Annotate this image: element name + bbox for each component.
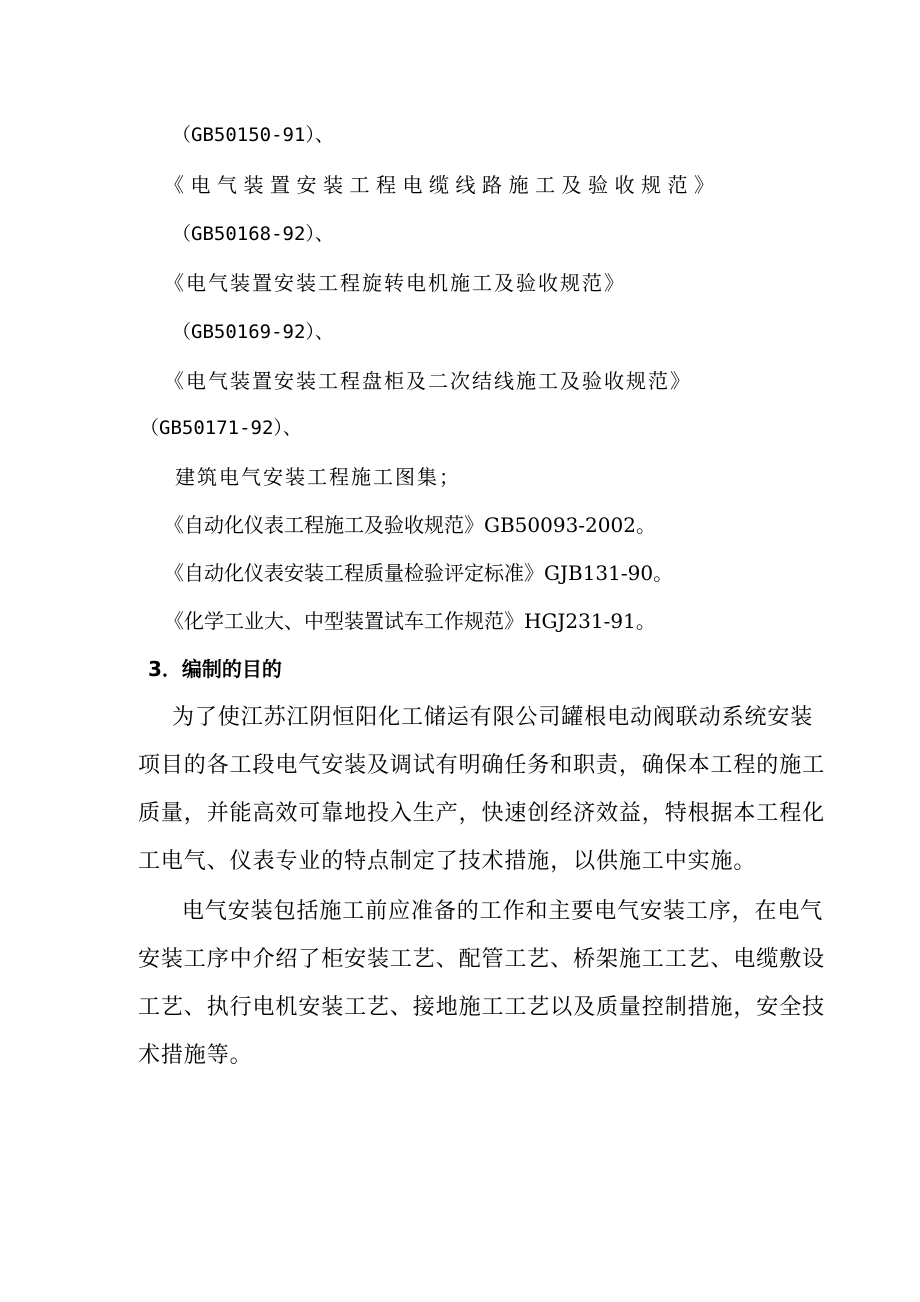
standard-instrument-quality: 《自动化仪表安装工程质量检验评定标准》GJB131-90。 xyxy=(164,561,674,585)
standard-code-gb50168: （GB50168-92）、 xyxy=(172,223,334,245)
standard-title-cable-lines: 《电气装置安装工程电缆线路施工及验收规范》 xyxy=(164,173,721,197)
paragraph-purpose-line-3: 质量，并能高效可靠地投入生产，快速创经济效益，特根据本工程化 xyxy=(138,801,826,826)
paragraph-purpose xyxy=(138,694,826,886)
paragraph-scope-line-3: 工艺、执行电机安装工艺、接地施工工艺以及质量控制措施，安全技 xyxy=(138,995,826,1020)
standard-code-gb50169: （GB50169-92）、 xyxy=(172,321,334,343)
standard-code-gb50150: （GB50150-91）、 xyxy=(172,124,334,146)
paragraph-purpose-line-2: 项目的各工段电气安装及调试有明确任务和职责，确保本工程的施工 xyxy=(138,753,826,778)
paragraph-purpose-line-1: 为了使江苏江阴恒阳化工储运有限公司罐根电动阀联动系统安装 xyxy=(172,705,814,730)
standard-title-rotating-motors: 《电气装置安装工程旋转电机施工及验收规范》 xyxy=(164,271,626,295)
standard-code-gb50171: （GB50171-92）、 xyxy=(140,417,302,439)
standard-trial-run: 《化学工业大、中型装置试车工作规范》HGJ231-91。 xyxy=(164,609,656,633)
paragraph-scope xyxy=(138,888,826,1080)
construction-atlas: 建筑电气安装工程施工图集； xyxy=(175,465,461,489)
paragraph-scope-line-2: 安装工序中介绍了柜安装工艺、配管工艺、桥架施工工艺、电缆敷设 xyxy=(138,947,826,972)
paragraph-purpose-line-4: 工电气、仪表专业的特点制定了技术措施，以供施工中实施。 xyxy=(138,849,757,874)
standard-title-panels-wiring: 《电气装置安装工程盘柜及二次结线施工及验收规范》 xyxy=(164,369,692,393)
standard-instrument-construction: 《自动化仪表工程施工及验收规范》GB50093-2002。 xyxy=(164,513,656,537)
paragraph-scope-line-1: 电气安装包括施工前应准备的工作和主要电气安装工序，在电气 xyxy=(182,899,824,924)
paragraph-scope-line-4: 术措施等。 xyxy=(138,1043,253,1068)
section-heading: 3．编制的目的 xyxy=(148,657,282,681)
